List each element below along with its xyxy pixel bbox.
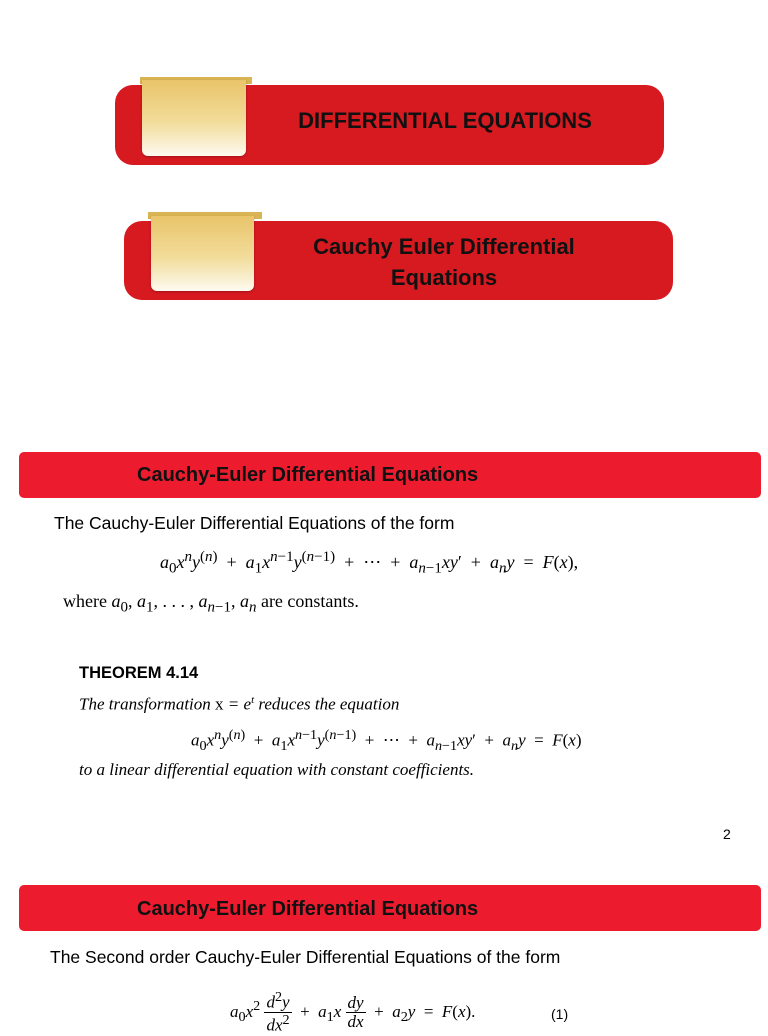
equation-number: (1) [551,1006,569,1022]
subtitle-banner-tab [151,216,254,291]
theorem-equation: $a_0x^ny^{(n)} + a_1x^{n-1}y^{(n-1)}$ + ⋯ + $a_{n-1}xy' + a_ny = F(x)$ [191,727,582,755]
title-banner-tab [142,80,246,156]
subtitle-banner-text: Cauchy Euler Differential Equations [313,234,575,290]
theorem-statement-line1: The transformation $x = e^t$ reduces the equation [79,694,400,714]
second-order-intro-text: The Second order Cauchy-Euler Differential Equations of the form [50,947,561,967]
title-banner-text: DIFFERENTIAL EQUATIONS [298,108,592,133]
slide-header-title-2: Cauchy-Euler Differential Equations [137,898,479,920]
second-order-equation: $a_0x^2$ $\frac{d^2y}{dx^2}$ + $a_1x$ $\frac{dy}{dx}$ + $a_2y = F(x)$. [230,989,476,1035]
theorem-statement-line2: to a linear differential equation with constant coefficients. [79,760,475,779]
slide-header-title: Cauchy-Euler Differential Equations [137,464,479,486]
where-constants-text: where $a_0$, $a_1$, . . . , $a_{n-1}$, $a_n$ are constants. [63,591,359,616]
cauchy-euler-equation: $a_0x^ny^{(n)} + a_1x^{n-1}y^{(n-1)}$ + ⋯ + $a_{n-1}xy' + a_ny = F(x)$, [160,549,579,577]
theorem-title: THEOREM 4.14 [79,664,199,682]
page-number: 2 [723,826,731,842]
intro-text: The Cauchy-Euler Differential Equations of the form [54,513,455,533]
